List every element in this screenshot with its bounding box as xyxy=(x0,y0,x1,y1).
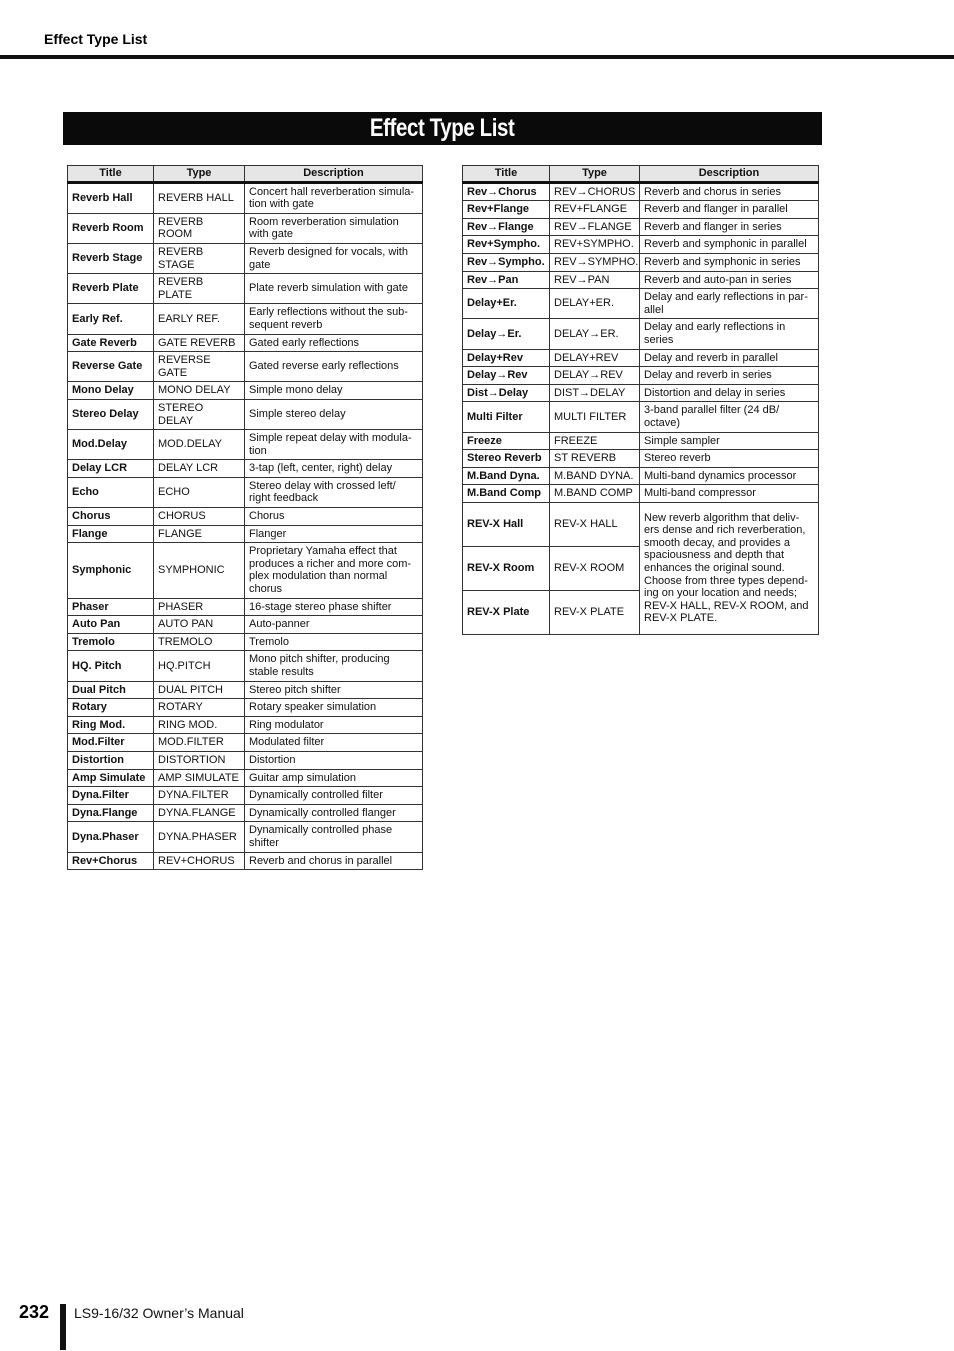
effect-title: Distortion xyxy=(68,751,154,769)
effect-type: MOD.FILTER xyxy=(154,734,245,752)
effect-type: REVERB ROOM xyxy=(154,213,245,243)
column-header-description: Description xyxy=(245,166,423,183)
effect-title: Ring Mod. xyxy=(68,716,154,734)
effect-description: New reverb algorithm that deliv- ers dense and rich reverberation, smooth decay, and provides a spaciousness and depth that enhances the original sound. Choose from three types depend- ing on your location and needs; REV-X HALL, REV-X ROOM, and REV-X PLATE. xyxy=(640,502,819,634)
effect-title: Reverb Hall xyxy=(68,182,154,213)
table-row xyxy=(68,651,423,681)
effect-type: GATE REVERB xyxy=(154,334,245,352)
effect-description: 3-band parallel filter (24 dB/ octave) xyxy=(640,402,819,432)
effect-description: Dynamically controlled flanger xyxy=(245,804,423,822)
effect-description: Chorus xyxy=(245,508,423,526)
effect-description: Reverb designed for vocals, with gate xyxy=(245,243,423,273)
section-title: Effect Type List xyxy=(370,114,515,142)
effect-title: REV-X Plate xyxy=(463,590,550,634)
effect-title: Tremolo xyxy=(68,633,154,651)
effect-type: REV-X HALL xyxy=(550,502,640,546)
effect-description: Delay and early reflections in series xyxy=(640,319,819,349)
effect-title: Delay+Rev xyxy=(463,349,550,367)
effect-type: DIST→DELAY xyxy=(550,384,640,402)
effect-title: Rev→Pan xyxy=(463,271,550,289)
table-row xyxy=(68,787,423,805)
table-row xyxy=(463,502,819,546)
table-row xyxy=(68,751,423,769)
table-row xyxy=(463,450,819,468)
effect-description: Mono pitch shifter, producing stable results xyxy=(245,651,423,681)
effect-title: M.Band Comp xyxy=(463,485,550,503)
effect-description: Ring modulator xyxy=(245,716,423,734)
effect-type: DUAL PITCH xyxy=(154,681,245,699)
effect-description: Concert hall reverberation simula- tion with gate xyxy=(245,182,423,213)
effect-title: Reverse Gate xyxy=(68,352,154,382)
table-row xyxy=(68,769,423,787)
effect-title: Stereo Delay xyxy=(68,399,154,429)
effect-title: Dual Pitch xyxy=(68,681,154,699)
effect-type: REV→FLANGE xyxy=(550,218,640,236)
effect-type: DELAY→REV xyxy=(550,367,640,385)
table-row xyxy=(463,384,819,402)
table-row xyxy=(463,218,819,236)
effect-title: Freeze xyxy=(463,432,550,450)
table-header-row xyxy=(68,166,423,183)
table-row xyxy=(463,182,819,201)
effect-type: REV→CHORUS xyxy=(550,182,640,201)
effect-type: ECHO xyxy=(154,477,245,507)
effect-description: Gated early reflections xyxy=(245,334,423,352)
effect-title: Dist→Delay xyxy=(463,384,550,402)
effect-title: HQ. Pitch xyxy=(68,651,154,681)
effect-title: Delay→Rev xyxy=(463,367,550,385)
table-row xyxy=(68,304,423,334)
effect-description: Stereo reverb xyxy=(640,450,819,468)
effect-title: Rev→Chorus xyxy=(463,182,550,201)
effect-title: Reverb Room xyxy=(68,213,154,243)
effect-description: Dynamically controlled filter xyxy=(245,787,423,805)
effect-title: Reverb Plate xyxy=(68,274,154,304)
table-row xyxy=(68,525,423,543)
table-row xyxy=(68,699,423,717)
effect-table-left xyxy=(67,165,423,870)
effect-description: Delay and reverb in parallel xyxy=(640,349,819,367)
effect-title: Auto Pan xyxy=(68,616,154,634)
table-row xyxy=(463,201,819,219)
effect-description: Delay and reverb in series xyxy=(640,367,819,385)
effect-type: DYNA.PHASER xyxy=(154,822,245,852)
effect-type: AUTO PAN xyxy=(154,616,245,634)
table-row xyxy=(68,616,423,634)
table-row xyxy=(463,236,819,254)
table-row xyxy=(68,804,423,822)
table-row xyxy=(463,319,819,349)
effect-type: REV→SYMPHO. xyxy=(550,253,640,271)
table-header-row xyxy=(463,166,819,183)
effect-title: Rev+Flange xyxy=(463,201,550,219)
effect-type: REV→PAN xyxy=(550,271,640,289)
effect-title: Delay→Er. xyxy=(463,319,550,349)
effect-title: Delay+Er. xyxy=(463,289,550,319)
effect-type: REV+SYMPHO. xyxy=(550,236,640,254)
effect-description: 3-tap (left, center, right) delay xyxy=(245,460,423,478)
table-row xyxy=(68,382,423,400)
effect-type: DYNA.FILTER xyxy=(154,787,245,805)
effect-type: DELAY+ER. xyxy=(550,289,640,319)
header-rule xyxy=(0,55,954,59)
effect-description: Reverb and flanger in series xyxy=(640,218,819,236)
table-row xyxy=(68,852,423,870)
effect-description: Simple mono delay xyxy=(245,382,423,400)
effect-description: Reverb and chorus in parallel xyxy=(245,852,423,870)
effect-type: RING MOD. xyxy=(154,716,245,734)
table-row xyxy=(463,402,819,432)
effect-type: PHASER xyxy=(154,598,245,616)
effect-type: REV+CHORUS xyxy=(154,852,245,870)
table-row xyxy=(68,543,423,598)
column-header-type: Type xyxy=(154,166,245,183)
effect-type: M.BAND DYNA. xyxy=(550,467,640,485)
effect-description: Guitar amp simulation xyxy=(245,769,423,787)
effect-title: Symphonic xyxy=(68,543,154,598)
effect-title: REV-X Room xyxy=(463,546,550,590)
effect-description: Distortion and delay in series xyxy=(640,384,819,402)
effect-type: EARLY REF. xyxy=(154,304,245,334)
table-row xyxy=(68,681,423,699)
effect-title: M.Band Dyna. xyxy=(463,467,550,485)
effect-title: Mod.Delay xyxy=(68,430,154,460)
effect-description: Early reflections without the sub- sequent reverb xyxy=(245,304,423,334)
effect-description: Stereo delay with crossed left/ right feedback xyxy=(245,477,423,507)
table-row xyxy=(463,367,819,385)
table-row xyxy=(68,477,423,507)
effect-type: TREMOLO xyxy=(154,633,245,651)
effect-title: Rev→Sympho. xyxy=(463,253,550,271)
table-row xyxy=(68,352,423,382)
effect-title: Echo xyxy=(68,477,154,507)
effect-description: Reverb and symphonic in series xyxy=(640,253,819,271)
table-row xyxy=(68,633,423,651)
effect-type: FREEZE xyxy=(550,432,640,450)
effect-title: Early Ref. xyxy=(68,304,154,334)
table-row xyxy=(68,598,423,616)
effect-type: DELAY+REV xyxy=(550,349,640,367)
effect-description: Reverb and chorus in series xyxy=(640,182,819,201)
effect-description: Flanger xyxy=(245,525,423,543)
effect-description: Multi-band dynamics processor xyxy=(640,467,819,485)
effect-description: Distortion xyxy=(245,751,423,769)
effect-title: Delay LCR xyxy=(68,460,154,478)
effect-description: Plate reverb simulation with gate xyxy=(245,274,423,304)
effect-description: Simple repeat delay with modula- tion xyxy=(245,430,423,460)
effect-type: REV-X ROOM xyxy=(550,546,640,590)
effect-type: REVERSE GATE xyxy=(154,352,245,382)
effect-type: DELAY LCR xyxy=(154,460,245,478)
running-head-title: Effect Type List xyxy=(44,31,148,47)
effect-description: Reverb and symphonic in parallel xyxy=(640,236,819,254)
table-row xyxy=(463,253,819,271)
section-title-bar xyxy=(63,112,822,145)
table-row xyxy=(68,213,423,243)
table-row xyxy=(463,349,819,367)
effect-type: REVERB STAGE xyxy=(154,243,245,273)
effect-title: Rev+Chorus xyxy=(68,852,154,870)
effect-title: Flange xyxy=(68,525,154,543)
manual-name: LS9-16/32 Owner’s Manual xyxy=(74,1305,244,1321)
table-row xyxy=(463,271,819,289)
effect-title: Dyna.Filter xyxy=(68,787,154,805)
effect-title: Dyna.Flange xyxy=(68,804,154,822)
effect-description: Auto-panner xyxy=(245,616,423,634)
effect-title: Chorus xyxy=(68,508,154,526)
effect-type: AMP SIMULATE xyxy=(154,769,245,787)
table-row xyxy=(68,399,423,429)
effect-type: SYMPHONIC xyxy=(154,543,245,598)
table-row xyxy=(68,460,423,478)
column-header-description: Description xyxy=(640,166,819,183)
table-row xyxy=(68,430,423,460)
column-header-type: Type xyxy=(550,166,640,183)
effect-title: Rotary xyxy=(68,699,154,717)
table-row xyxy=(68,274,423,304)
effect-description: Simple stereo delay xyxy=(245,399,423,429)
effect-type: M.BAND COMP xyxy=(550,485,640,503)
effect-type: ROTARY xyxy=(154,699,245,717)
table-row xyxy=(68,243,423,273)
effect-type: STEREO DELAY xyxy=(154,399,245,429)
effect-description: Dynamically controlled phase shifter xyxy=(245,822,423,852)
column-header-title: Title xyxy=(68,166,154,183)
effect-type: ST REVERB xyxy=(550,450,640,468)
effect-type: DYNA.FLANGE xyxy=(154,804,245,822)
effect-type: MONO DELAY xyxy=(154,382,245,400)
effect-type: REV-X PLATE xyxy=(550,590,640,634)
effect-title: Stereo Reverb xyxy=(463,450,550,468)
effect-description: Tremolo xyxy=(245,633,423,651)
page-number: 232 xyxy=(19,1302,50,1322)
effect-description: Reverb and flanger in parallel xyxy=(640,201,819,219)
table-row xyxy=(463,289,819,319)
effect-type: DELAY→ER. xyxy=(550,319,640,349)
effect-description: 16-stage stereo phase shifter xyxy=(245,598,423,616)
table-row xyxy=(463,432,819,450)
effect-title: REV-X Hall xyxy=(463,502,550,546)
effect-description: Proprietary Yamaha effect that produces a richer and more com- plex modulation than normal chorus xyxy=(245,543,423,598)
effect-title: Phaser xyxy=(68,598,154,616)
effect-title: Dyna.Phaser xyxy=(68,822,154,852)
effect-title: Mod.Filter xyxy=(68,734,154,752)
table-row xyxy=(68,734,423,752)
effect-title: Gate Reverb xyxy=(68,334,154,352)
effect-type: HQ.PITCH xyxy=(154,651,245,681)
effect-table-right xyxy=(462,165,819,635)
effect-description: Simple sampler xyxy=(640,432,819,450)
effect-title: Multi Filter xyxy=(463,402,550,432)
table-row xyxy=(68,334,423,352)
effect-description: Multi-band compressor xyxy=(640,485,819,503)
effect-type: REVERB PLATE xyxy=(154,274,245,304)
effect-type: DISTORTION xyxy=(154,751,245,769)
table-row xyxy=(68,508,423,526)
table-row xyxy=(68,182,423,213)
effect-description: Stereo pitch shifter xyxy=(245,681,423,699)
effect-description: Gated reverse early reflections xyxy=(245,352,423,382)
effect-title: Rev→Flange xyxy=(463,218,550,236)
effect-title: Reverb Stage xyxy=(68,243,154,273)
effect-type: REV+FLANGE xyxy=(550,201,640,219)
effect-type: CHORUS xyxy=(154,508,245,526)
effect-type: MOD.DELAY xyxy=(154,430,245,460)
effect-title: Mono Delay xyxy=(68,382,154,400)
effect-description: Reverb and auto-pan in series xyxy=(640,271,819,289)
effect-description: Room reverberation simulation with gate xyxy=(245,213,423,243)
effect-type: FLANGE xyxy=(154,525,245,543)
column-header-title: Title xyxy=(463,166,550,183)
table-row xyxy=(463,467,819,485)
table-row xyxy=(68,822,423,852)
effect-type: MULTI FILTER xyxy=(550,402,640,432)
effect-type: REVERB HALL xyxy=(154,182,245,213)
effect-description: Rotary speaker simulation xyxy=(245,699,423,717)
effect-title: Rev+Sympho. xyxy=(463,236,550,254)
table-row xyxy=(68,716,423,734)
effect-title: Amp Simulate xyxy=(68,769,154,787)
table-row xyxy=(463,485,819,503)
effect-description: Modulated filter xyxy=(245,734,423,752)
effect-description: Delay and early reflections in par- allel xyxy=(640,289,819,319)
footer-bar xyxy=(60,1304,66,1350)
